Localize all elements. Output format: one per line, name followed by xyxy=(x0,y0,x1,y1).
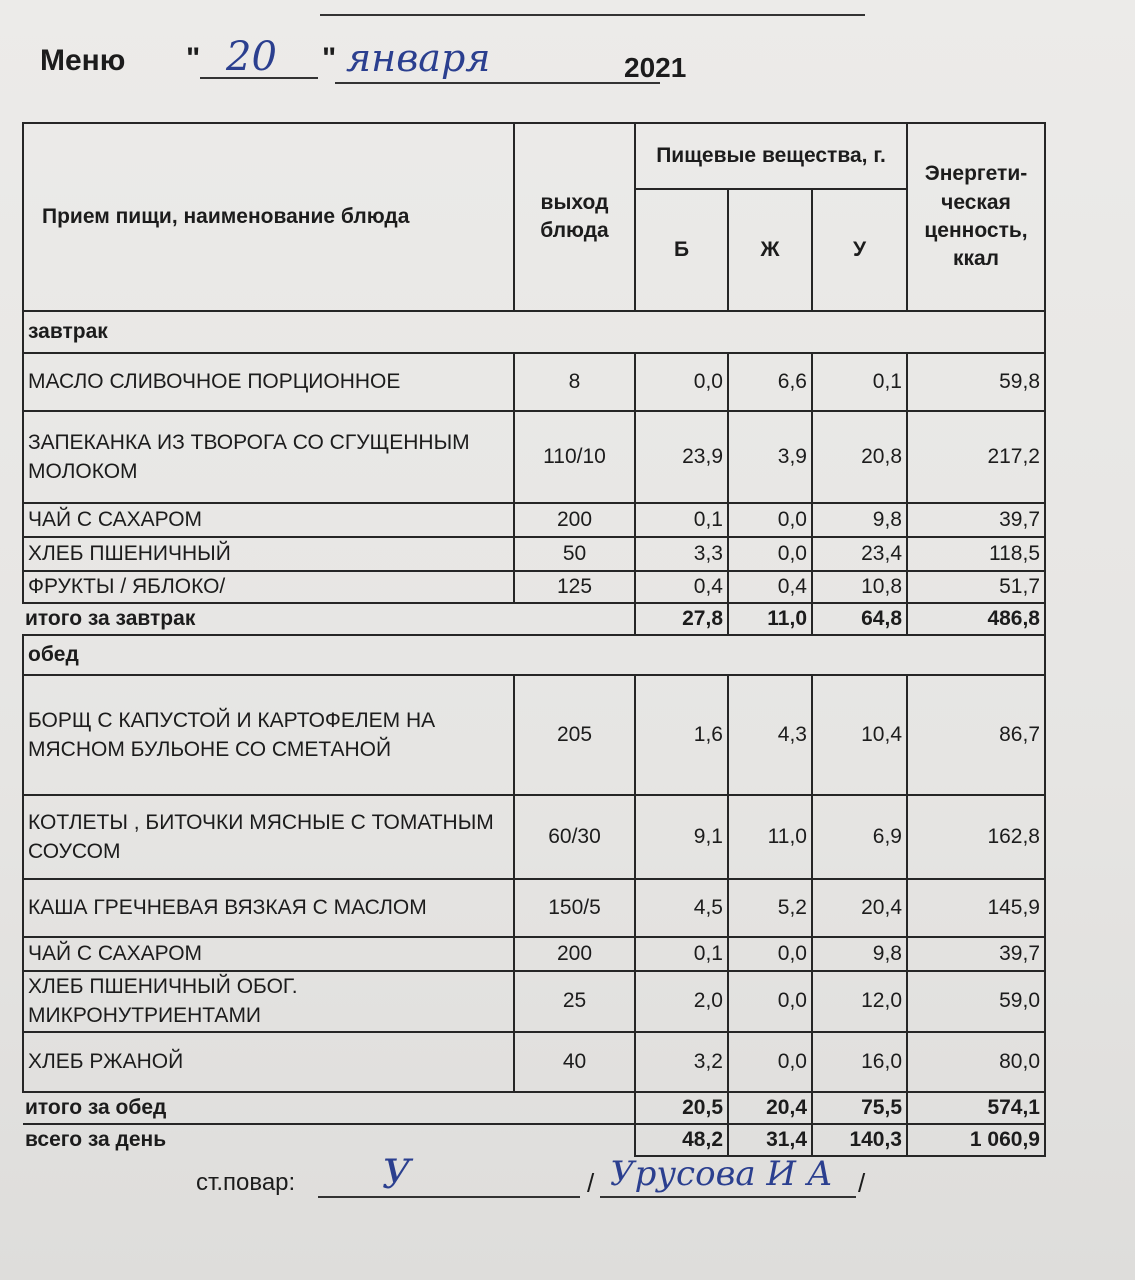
dish-protein: 1,6 xyxy=(635,675,728,795)
table-row xyxy=(23,503,1045,537)
dish-fat: 0,0 xyxy=(728,503,812,537)
section-label: завтрак xyxy=(23,311,1045,353)
title-word: Меню xyxy=(40,44,126,77)
dish-carbs: 9,8 xyxy=(812,937,907,971)
dish-carbs: 6,9 xyxy=(812,795,907,879)
signature-slash: / xyxy=(858,1168,866,1198)
signature-label: ст.повар: xyxy=(196,1169,296,1196)
dish-name: ЧАЙ С САХАРОМ xyxy=(23,937,514,971)
dish-carbs: 20,4 xyxy=(812,879,907,937)
dish-yield: 110/10 xyxy=(514,411,635,503)
quote-close: " xyxy=(322,42,337,75)
dish-name: МАСЛО СЛИВОЧНОЕ ПОРЦИОННОЕ xyxy=(23,353,514,411)
dish-protein: 2,0 xyxy=(635,971,728,1032)
table-row xyxy=(23,1032,1045,1092)
dish-yield: 60/30 xyxy=(514,795,635,879)
total-label: итого за завтрак xyxy=(23,603,635,635)
day-total-row xyxy=(23,1124,1045,1156)
dish-fat: 0,0 xyxy=(728,1032,812,1092)
header-row xyxy=(23,123,1045,189)
dish-protein: 23,9 xyxy=(635,411,728,503)
name-line xyxy=(600,1196,856,1198)
top-signature-line xyxy=(320,0,865,16)
year: 2021 xyxy=(624,52,687,83)
dish-kcal: 59,0 xyxy=(907,971,1045,1032)
dish-fat: 11,0 xyxy=(728,795,812,879)
dish-fat: 0,0 xyxy=(728,537,812,571)
total-protein: 20,5 xyxy=(635,1092,728,1124)
dish-carbs: 12,0 xyxy=(812,971,907,1032)
dish-carbs: 10,4 xyxy=(812,675,907,795)
dish-fat: 0,0 xyxy=(728,971,812,1032)
handwritten-month: января xyxy=(346,36,491,80)
dish-kcal: 145,9 xyxy=(907,879,1045,937)
dish-name: ХЛЕБ РЖАНОЙ xyxy=(23,1032,514,1092)
dish-yield: 125 xyxy=(514,571,635,603)
dish-protein: 0,1 xyxy=(635,937,728,971)
section-breakfast xyxy=(23,311,1045,353)
dish-carbs: 23,4 xyxy=(812,537,907,571)
signature-block xyxy=(190,1152,890,1210)
menu-table xyxy=(22,122,1046,1157)
column-header-yield: выход блюда xyxy=(514,123,635,311)
table-row xyxy=(23,411,1045,503)
dish-protein: 4,5 xyxy=(635,879,728,937)
total-fat: 11,0 xyxy=(728,603,812,635)
table-row xyxy=(23,879,1045,937)
signature-slash: / xyxy=(587,1168,595,1198)
dish-protein: 3,2 xyxy=(635,1032,728,1092)
dish-name: КОТЛЕТЫ , БИТОЧКИ МЯСНЫЕ С ТОМАТНЫМ СОУСОМ xyxy=(23,795,514,879)
menu-title xyxy=(40,34,740,90)
dish-kcal: 118,5 xyxy=(907,537,1045,571)
dish-kcal: 86,7 xyxy=(907,675,1045,795)
column-header-name: Прием пищи, наименование блюда xyxy=(23,123,514,311)
total-fat: 20,4 xyxy=(728,1092,812,1124)
dish-fat: 0,4 xyxy=(728,571,812,603)
breakfast-total-row xyxy=(23,603,1045,635)
dish-name: ФРУКТЫ / ЯБЛОКО/ xyxy=(23,571,514,603)
dish-carbs: 16,0 xyxy=(812,1032,907,1092)
dish-fat: 4,3 xyxy=(728,675,812,795)
dish-kcal: 51,7 xyxy=(907,571,1045,603)
dish-yield: 25 xyxy=(514,971,635,1032)
dish-protein: 0,1 xyxy=(635,503,728,537)
dish-yield: 150/5 xyxy=(514,879,635,937)
dish-kcal: 59,8 xyxy=(907,353,1045,411)
dish-yield: 205 xyxy=(514,675,635,795)
dish-protein: 9,1 xyxy=(635,795,728,879)
table-row xyxy=(23,937,1045,971)
column-header-energy: Энергети-ческая ценность, ккал xyxy=(907,123,1045,311)
total-fat: 31,4 xyxy=(728,1124,812,1156)
table-row xyxy=(23,571,1045,603)
dish-yield: 200 xyxy=(514,937,635,971)
handwritten-signature-icon: У xyxy=(382,1152,411,1198)
dish-name: ХЛЕБ ПШЕНИЧНЫЙ ОБОГ. МИКРОНУТРИЕНТАМИ xyxy=(23,971,514,1032)
total-kcal: 486,8 xyxy=(907,603,1045,635)
dish-carbs: 10,8 xyxy=(812,571,907,603)
dish-kcal: 217,2 xyxy=(907,411,1045,503)
month-underline xyxy=(335,82,660,84)
dish-fat: 3,9 xyxy=(728,411,812,503)
column-header-carbs: У xyxy=(812,189,907,311)
dish-fat: 5,2 xyxy=(728,879,812,937)
total-label: всего за день xyxy=(23,1124,635,1156)
dish-name: ХЛЕБ ПШЕНИЧНЫЙ xyxy=(23,537,514,571)
total-carbs: 64,8 xyxy=(812,603,907,635)
dish-kcal: 39,7 xyxy=(907,937,1045,971)
dish-protein: 0,0 xyxy=(635,353,728,411)
dish-kcal: 162,8 xyxy=(907,795,1045,879)
total-kcal: 1 060,9 xyxy=(907,1124,1045,1156)
dish-fat: 0,0 xyxy=(728,937,812,971)
total-kcal: 574,1 xyxy=(907,1092,1045,1124)
table-row xyxy=(23,795,1045,879)
dish-yield: 40 xyxy=(514,1032,635,1092)
table-row xyxy=(23,675,1045,795)
dish-kcal: 80,0 xyxy=(907,1032,1045,1092)
dish-name: КАША ГРЕЧНЕВАЯ ВЯЗКАЯ С МАСЛОМ xyxy=(23,879,514,937)
table-row xyxy=(23,971,1045,1032)
lunch-total-row xyxy=(23,1092,1045,1124)
dish-carbs: 9,8 xyxy=(812,503,907,537)
dish-fat: 6,6 xyxy=(728,353,812,411)
signature-line xyxy=(318,1196,580,1198)
dish-yield: 50 xyxy=(514,537,635,571)
dish-yield: 8 xyxy=(514,353,635,411)
section-lunch xyxy=(23,635,1045,675)
handwritten-name: Урусова И А xyxy=(610,1154,833,1194)
total-protein: 27,8 xyxy=(635,603,728,635)
dish-name: ЗАПЕКАНКА ИЗ ТВОРОГА СО СГУЩЕННЫМ МОЛОКОМ xyxy=(23,411,514,503)
total-carbs: 140,3 xyxy=(812,1124,907,1156)
dish-protein: 3,3 xyxy=(635,537,728,571)
column-header-fat: Ж xyxy=(728,189,812,311)
handwritten-day: 20 xyxy=(226,34,277,80)
table-row xyxy=(23,537,1045,571)
total-protein: 48,2 xyxy=(635,1124,728,1156)
dish-carbs: 0,1 xyxy=(812,353,907,411)
total-carbs: 75,5 xyxy=(812,1092,907,1124)
column-header-protein: Б xyxy=(635,189,728,311)
dish-protein: 0,4 xyxy=(635,571,728,603)
table-row xyxy=(23,353,1045,411)
dish-name: ЧАЙ С САХАРОМ xyxy=(23,503,514,537)
total-label: итого за обед xyxy=(23,1092,635,1124)
column-header-nutrients: Пищевые вещества, г. xyxy=(635,123,907,189)
section-label: обед xyxy=(23,635,1045,675)
dish-kcal: 39,7 xyxy=(907,503,1045,537)
quote-open: " xyxy=(186,42,201,75)
dish-yield: 200 xyxy=(514,503,635,537)
dish-carbs: 20,8 xyxy=(812,411,907,503)
dish-name: БОРЩ С КАПУСТОЙ И КАРТОФЕЛЕМ НА МЯСНОМ БУЛЬОНЕ СО СМЕТАНОЙ xyxy=(23,675,514,795)
